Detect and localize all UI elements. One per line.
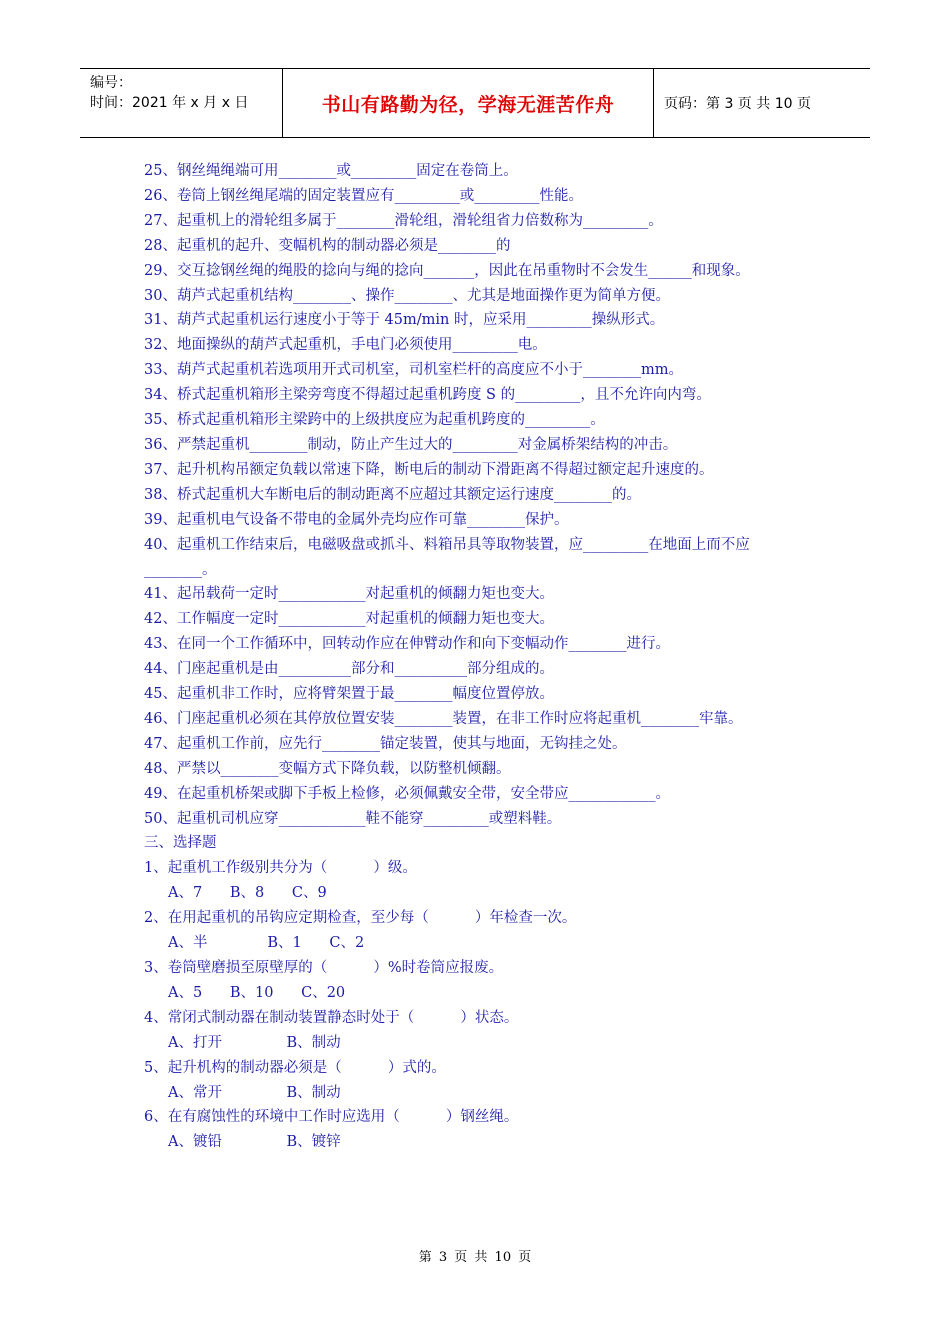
choice-question-6: 6、在有腐蚀性的环境中工作时应选用（ ）钢丝绳。: [144, 1109, 519, 1126]
question-45: 45、起重机非工作时，应将臂架置于最________幅度位置停放。: [144, 686, 554, 703]
choice-question-2: 2、在用起重机的吊钩应定期检查，至少每（ ）年检查一次。: [144, 910, 577, 927]
question-37: 37、起升机构吊额定负载以常速下降，断电后的制动下滑距离不得超过额定起升速度的。: [144, 461, 714, 478]
question-31: 31、葫芦式起重机运行速度小于等于 45m/min 时，应采用_________操纵形式。: [144, 312, 665, 329]
question-34: 34、桥式起重机箱形主梁旁弯度不得超过起重机跨度 S 的_________，且不允许向内弯。: [144, 387, 711, 404]
choice-question-4: 4、常闭式制动器在制动装置静态时处于（ ）状态。: [144, 1009, 519, 1026]
question-25: 25、钢丝绳绳端可用________或_________固定在卷筒上。: [144, 163, 518, 179]
question-35: 35、桥式起重机箱形主梁跨中的上级拱度应为起重机跨度的_________。: [144, 412, 605, 429]
question-40: 40、起重机工作结束后，电磁吸盘或抓斗、料箱吊具等取物装置，应_________在地面上而不应________。: [144, 536, 750, 578]
section-title: 三、选择题: [144, 835, 217, 852]
document-body: [144, 159, 812, 1155]
question-44: 44、门座起重机是由__________部分和__________部分组成的。: [144, 661, 554, 678]
choice-options-1: A、7 B、8 C、9: [168, 885, 327, 902]
header-meta: [80, 69, 282, 137]
question-41: 41、起吊载荷一定时____________对起重机的倾翻力矩也变大。: [144, 586, 554, 603]
choice-options-6: A、镀铅 B、镀锌: [168, 1134, 341, 1151]
question-29: 29、交互捻钢丝绳的绳股的捻向与绳的捻向_______，因此在吊重物时不会发生______和现象。: [144, 262, 750, 279]
code-label: 编号：: [90, 75, 132, 91]
choice-options-3: A、5 B、10 C、20: [168, 984, 346, 1001]
page-footer: 第 3 页 共 10 页: [418, 1250, 532, 1265]
question-27: 27、起重机上的滑轮组多属于________滑轮组，滑轮组省力倍数称为_________。: [144, 212, 663, 229]
question-36: 36、严禁起重机________制动，防止产生过大的_________对金属桥架结构的冲击。: [144, 436, 678, 453]
question-32: 32、地面操纵的葫芦式起重机，手电门必须使用_________电。: [144, 337, 547, 354]
header-page-label: 页码：第 3 页 共 10 页: [664, 96, 811, 112]
choice-options-4: A、打开 B、制动: [168, 1034, 341, 1051]
page-header: [80, 68, 870, 138]
question-46: 46、门座起重机必须在其停放位置安装________装置，在非工作时应将起重机________牢靠。: [144, 710, 743, 727]
header-motto: 书山有路勤为径，学海无涯苦作舟: [282, 69, 654, 137]
choice-options-2: A、半 B、1 C、2: [168, 935, 365, 952]
question-48: 48、严禁以________变幅方式下降负载，以防整机倾翻。: [144, 760, 511, 777]
question-28: 28、起重机的起升、变幅机构的制动器必须是________的: [144, 237, 511, 254]
choice-question-5: 5、起升机构的制动器必须是（ ）式的。: [144, 1059, 446, 1076]
question-26: 26、卷筒上钢丝绳尾端的固定装置应有_________或_________性能。: [144, 187, 583, 204]
question-33: 33、葫芦式起重机若选项用开式司机室，司机室栏杆的高度应不小于________mm。: [144, 362, 683, 379]
choice-question-3: 3、卷筒壁磨损至原壁厚的（ ）%时卷筒应报废。: [144, 960, 504, 976]
question-30: 30、葫芦式起重机结构________、操作________、尤其是地面操作更为简单方便。: [144, 287, 670, 304]
question-47: 47、起重机工作前，应先行________锚定装置，使其与地面，无钩挂之处。: [144, 735, 627, 752]
question-43: 43、在同一个工作循环中，回转动作应在伸臂动作和向下变幅动作________进行。: [144, 636, 670, 653]
choice-options-5: A、常开 B、制动: [168, 1084, 341, 1101]
question-50: 50、起重机司机应穿____________鞋不能穿_________或塑料鞋。: [144, 810, 562, 827]
question-49: 49、在起重机桥架或脚下手板上检修，必须佩戴安全带，安全带应____________。: [144, 785, 670, 802]
question-38: 38、桥式起重机大车断电后的制动距离不应超过其额定运行速度________的。: [144, 486, 641, 503]
date-label: 时间：2021 年 x 月 x 日: [90, 95, 249, 111]
question-42: 42、工作幅度一定时____________对起重机的倾翻力矩也变大。: [144, 611, 554, 628]
choice-question-1: 1、起重机工作级别共分为（ ）级。: [144, 860, 417, 877]
question-39: 39、起重机电气设备不带电的金属外壳均应作可靠________保护。: [144, 511, 569, 528]
